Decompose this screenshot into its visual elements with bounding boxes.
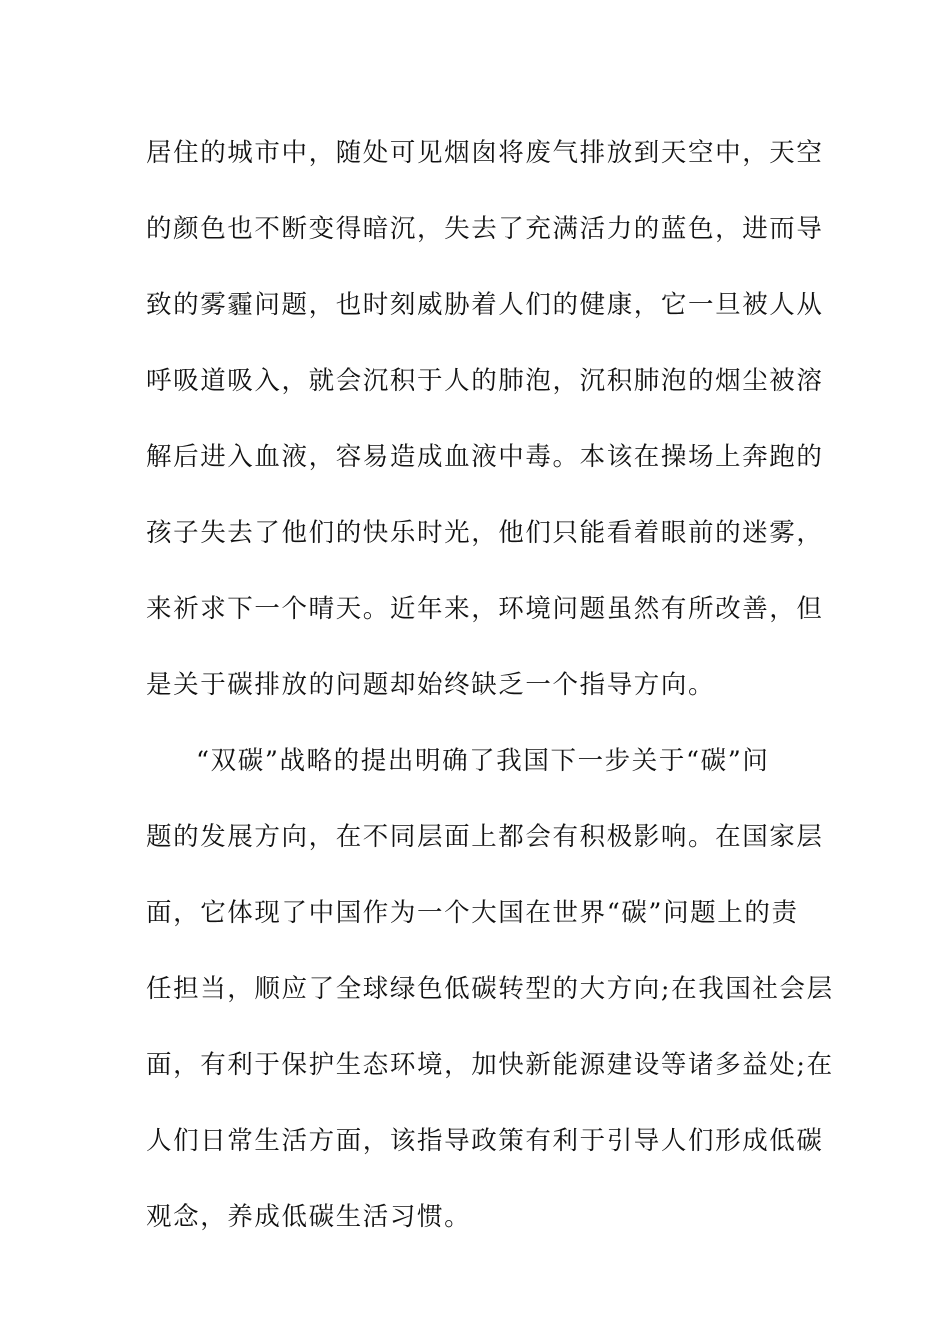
text-line: 观念，养成低碳生活习惯。 <box>146 1202 472 1232</box>
text-line: 致的雾霾问题，也时刻威胁着人们的健康，它一旦被人从 <box>146 290 824 320</box>
text-line: 人们日常生活方面，该指导政策有利于引导人们形成低碳 <box>146 1126 824 1156</box>
text-line: 孩子失去了他们的快乐时光，他们只能看着眼前的迷雾， <box>146 518 824 548</box>
text-line: 来祈求下一个晴天。近年来，环境问题虽然有所改善，但 <box>146 594 824 624</box>
text-line: 呼吸道吸入，就会沉积于人的肺泡，沉积肺泡的烟尘被溶 <box>146 366 824 396</box>
text-line: 居住的城市中，随处可见烟囱将废气排放到天空中，天空 <box>146 138 824 168</box>
text-line: 解后进入血液，容易造成血液中毒。本该在操场上奔跑的 <box>146 442 824 472</box>
text-line: 是关于碳排放的问题却始终缺乏一个指导方向。 <box>146 670 716 700</box>
text-line: 面，有利于保护生态环境，加快新能源建设等诸多益处;在 <box>146 1050 834 1080</box>
paragraph-first-line: “双碳”战略的提出明确了我国下一步关于“碳”问 <box>196 746 770 776</box>
text-line: 任担当，顺应了全球绿色低碳转型的大方向;在我国社会层 <box>146 974 834 1004</box>
text-line: 的颜色也不断变得暗沉，失去了充满活力的蓝色，进而导 <box>146 214 824 244</box>
text-line: 面，它体现了中国作为一个大国在世界“碳”问题上的责 <box>146 898 799 928</box>
text-line: 题的发展方向，在不同层面上都会有积极影响。在国家层 <box>146 822 824 852</box>
